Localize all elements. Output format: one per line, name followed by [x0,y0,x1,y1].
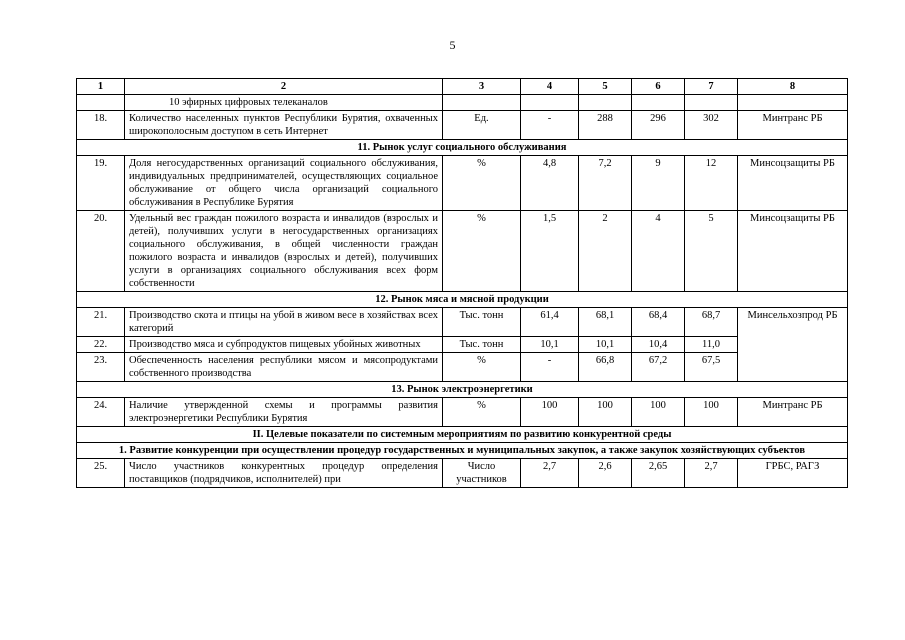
indicators-table [76,78,848,488]
table-row [77,211,848,292]
value: 4,8 [521,156,579,211]
value: 68,7 [685,308,738,337]
continuation-text: 10 эфирных цифровых телеканалов [125,95,443,111]
unit: % [443,156,521,211]
value: 100 [632,398,685,427]
value: - [521,353,579,382]
row-number: 22. [77,337,125,353]
unit: Ед. [443,111,521,140]
table-row [77,337,848,353]
responsible: Минсельхозпрод РБ [738,308,848,382]
value: 302 [685,111,738,140]
responsible: ГРБС, РАГЗ [738,459,848,488]
value: 296 [632,111,685,140]
value: 100 [521,398,579,427]
value: 2,6 [579,459,632,488]
indicator-name: Удельный вес граждан пожилого возраста и инвалидов (взрослых и детей), получивших услуги в негосударственных организациях социального обслуживания, в общей численности граждан пожилого возраста и инвалидов (взрослых и детей), получивших услуги в организациях социального обслуживания всех форм собственности [125,211,443,292]
section-heading: II. Целевые показатели по системным мероприятиям по развитию конкурентной среды [77,427,848,443]
indicator-name: Число участников конкурентных процедур определения поставщиков (подрядчиков, исполнителей) при [125,459,443,488]
header-cell: 5 [579,79,632,95]
value: 2 [579,211,632,292]
unit: % [443,211,521,292]
section-heading: 1. Развитие конкуренции при осуществлении процедур государственных и муниципальных закупок, а также закупок хозяйствующих субъектов [77,443,848,459]
value: 288 [579,111,632,140]
value: 66,8 [579,353,632,382]
value: 67,5 [685,353,738,382]
value: 10,4 [632,337,685,353]
table-row [77,308,848,337]
value: 4 [632,211,685,292]
table-row [77,398,848,427]
value: 1,5 [521,211,579,292]
row-number: 23. [77,353,125,382]
value: 5 [685,211,738,292]
row-number: 24. [77,398,125,427]
indicator-name: Наличие утвержденной схемы и программы развития электроэнергетики Республики Бурятия [125,398,443,427]
header-cell: 4 [521,79,579,95]
value: 7,2 [579,156,632,211]
table-row [77,156,848,211]
responsible: Минтранс РБ [738,398,848,427]
value: 9 [632,156,685,211]
value: 2,7 [685,459,738,488]
value: 67,2 [632,353,685,382]
header-cell: 8 [738,79,848,95]
section-heading: 12. Рынок мяса и мясной продукции [77,292,848,308]
value: 61,4 [521,308,579,337]
responsible: Минсоцзащиты РБ [738,211,848,292]
indicator-name: Производство скота и птицы на убой в живом весе в хозяйствах всех категорий [125,308,443,337]
value: 2,65 [632,459,685,488]
table-row [77,459,848,488]
indicator-name: Количество населенных пунктов Республики Бурятия, охваченных широкополосным доступом в сеть Интернет [125,111,443,140]
table-row [77,95,848,111]
table-row [77,353,848,382]
section-heading: 13. Рынок электроэнергетики [77,382,848,398]
table-row [77,111,848,140]
indicator-name: Обеспеченность населения республики мясом и мясопродуктами собственного производства [125,353,443,382]
unit: Тыс. тонн [443,337,521,353]
header-cell: 6 [632,79,685,95]
value: 2,7 [521,459,579,488]
row-number: 20. [77,211,125,292]
value: 12 [685,156,738,211]
header-cell: 2 [125,79,443,95]
header-cell: 1 [77,79,125,95]
value: - [521,111,579,140]
row-number: 18. [77,111,125,140]
section-heading: 11. Рынок услуг социального обслуживания [77,140,848,156]
value: 68,1 [579,308,632,337]
value: 11,0 [685,337,738,353]
row-number: 19. [77,156,125,211]
responsible: Минсоцзащиты РБ [738,156,848,211]
value: 10,1 [521,337,579,353]
table-header-row [77,79,848,95]
responsible: Минтранс РБ [738,111,848,140]
indicator-name: Доля негосударственных организаций социального обслуживания, индивидуальных предпринимателей, осуществляющих социальное обслуживание от общего числа организаций социального обслуживания в Республике Бурятия [125,156,443,211]
page-number: 5 [449,38,456,52]
value: 10,1 [579,337,632,353]
header-cell: 7 [685,79,738,95]
unit: % [443,353,521,382]
unit: Тыс. тонн [443,308,521,337]
row-number: 25. [77,459,125,488]
unit: % [443,398,521,427]
row-number: 21. [77,308,125,337]
value: 100 [685,398,738,427]
header-cell: 3 [443,79,521,95]
unit: Число участников [443,459,521,488]
indicator-name: Производство мяса и субпродуктов пищевых убойных животных [125,337,443,353]
value: 68,4 [632,308,685,337]
value: 100 [579,398,632,427]
